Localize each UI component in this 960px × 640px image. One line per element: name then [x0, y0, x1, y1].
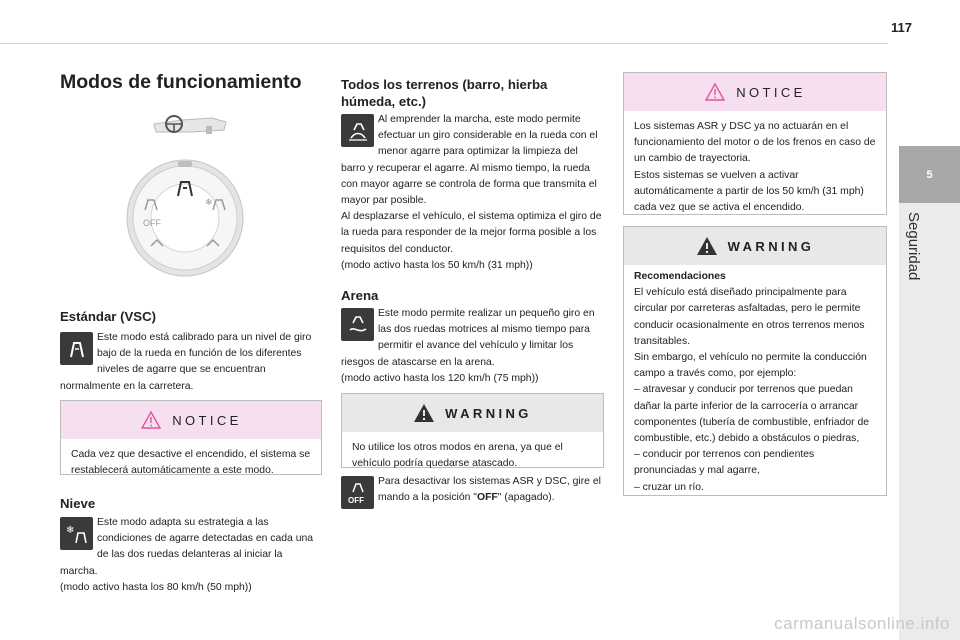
notice-header-2	[624, 73, 886, 111]
warning-2-subtitle: Recomendaciones	[634, 271, 726, 282]
warning-2-item-3: – cruzar un río.	[634, 481, 704, 493]
svg-text:❄: ❄	[205, 198, 213, 208]
arena-text: Este modo permite realizar un pequeño giro en las dos ruedas motrices al mismo tiempo para permitir el avance del vehículo y limitar los riesgos de atascarse en la arena.	[341, 308, 595, 368]
off-text-post: " (apagado).	[497, 492, 555, 504]
vsc-text: Este modo está calibrado para un nivel de giro bajo de la rueda en función de los diferentes niveles de agarre que se encuentran normalmente en la carretera.	[60, 332, 312, 392]
warning-title-2: WARNING	[727, 238, 815, 254]
warning-header	[342, 394, 603, 432]
dashboard-illustration	[152, 110, 232, 140]
terrain-heading: Todos los terrenos (barro, hierba húmeda, etc.)	[341, 77, 548, 109]
nieve-heading: Nieve	[60, 496, 96, 511]
notice-warning-icon-2	[704, 82, 726, 102]
arena-heading: Arena	[341, 288, 379, 303]
mode-selector-dial	[125, 158, 245, 278]
watermark: carmanualsonline.info	[774, 614, 950, 633]
nieve-text: Este modo adapta su estrategia a las condiciones de agarre detectadas en cada una de las dos ruedas delanteras al iniciar la marcha.	[60, 517, 314, 577]
notice-box-2	[623, 72, 887, 215]
warning-2-item-2: – conducir por terrenos con pendientes pronunciadas y mal agarre,	[634, 449, 815, 477]
page-title: Modos de funcionamiento	[60, 71, 302, 93]
page-number: 117	[891, 20, 912, 35]
warning-2-text-2: Sin embargo, el vehículo no permite la conducción campo a través como, por ejemplo:	[634, 352, 867, 380]
snow-mode-icon	[60, 517, 93, 550]
sand-mode-icon	[341, 308, 374, 341]
warning-2-text: El vehículo está diseñado principalmente para circular por carreteras asfaltadas, pero le permite conducir ocasionalmente en otros terrenos menos transitables.	[634, 287, 865, 347]
notice-box-1	[60, 400, 322, 475]
notice-2-text-2: Estos sistemas se vuelven a activar automáticamente a partir de los 50 km/h (31 mph) cada vez que se activa el encendido.	[634, 169, 864, 214]
warning-box-1	[341, 393, 604, 468]
warning-box-2	[623, 226, 887, 496]
notice-2-text: Los sistemas ASR y DSC ya no actuarán en el funcionamiento del motor o de los frenos en caso de un cambio de trayectoria.	[634, 121, 876, 165]
off-text-pre: Para desactivar los sistemas ASR y DSC, gire el mando a la posición "	[378, 476, 601, 504]
terrain-text: Al emprender la marcha, este modo permite efectuar un giro considerable en la rueda con el menor agarre para optimizar la limpieza del barro y recuperar el agarre. Al mismo tiempo, la rueda con mayor agarre se controla de forma que transmita el mayor par posible.	[341, 114, 598, 207]
chapter-number: 5	[926, 168, 933, 181]
vsc-mode-icon	[60, 332, 93, 365]
notice-warning-icon	[140, 410, 162, 430]
svg-text:❄: ❄	[65, 524, 74, 536]
warning-text: No utilice los otros modos en arena, ya que el vehículo podría quedarse atascado.	[352, 442, 563, 470]
notice-text: Cada vez que desactive el encendido, el sistema se restablecerá automáticamente a este modo.	[71, 449, 311, 477]
vsc-heading: Estándar (VSC)	[60, 309, 156, 324]
warning-2-item-1: – atravesar y conducir por terrenos que puedan dañar la parte inferior de la carrocería o arrancar componentes (tubería de combustible, enfriador de combustible, etc.) debido a obstáculos o piedras,	[634, 384, 870, 445]
notice-title-2: NOTICE	[736, 84, 806, 100]
chapter-label: Seguridad	[905, 212, 922, 281]
off-text-bold: OFF	[477, 492, 498, 504]
dial-off-label: OFF	[143, 218, 161, 228]
arena-speed: (modo activo hasta los 120 km/h (75 mph))	[341, 372, 539, 384]
terrain-speed: (modo activo hasta los 50 km/h (31 mph))	[341, 259, 533, 271]
warning-icon	[413, 403, 435, 423]
header-divider	[0, 43, 888, 44]
off-mode-icon	[341, 476, 374, 509]
warning-icon-2	[696, 236, 718, 256]
nieve-speed: (modo activo hasta los 80 km/h (50 mph))	[60, 581, 252, 593]
mud-mode-icon	[341, 114, 374, 147]
off-icon-label: OFF	[347, 495, 364, 505]
off-text	[341, 474, 604, 506]
warning-header-2	[624, 227, 886, 265]
terrain-text-2: Al desplazarse el vehículo, el sistema optimiza el giro de la rueda para responder de la mejor forma posible a los requisitos del conductor.	[341, 211, 602, 255]
warning-title: WARNING	[445, 405, 532, 421]
notice-header	[61, 401, 321, 439]
notice-title: NOTICE	[172, 412, 242, 428]
chapter-tab[interactable]	[899, 146, 960, 203]
